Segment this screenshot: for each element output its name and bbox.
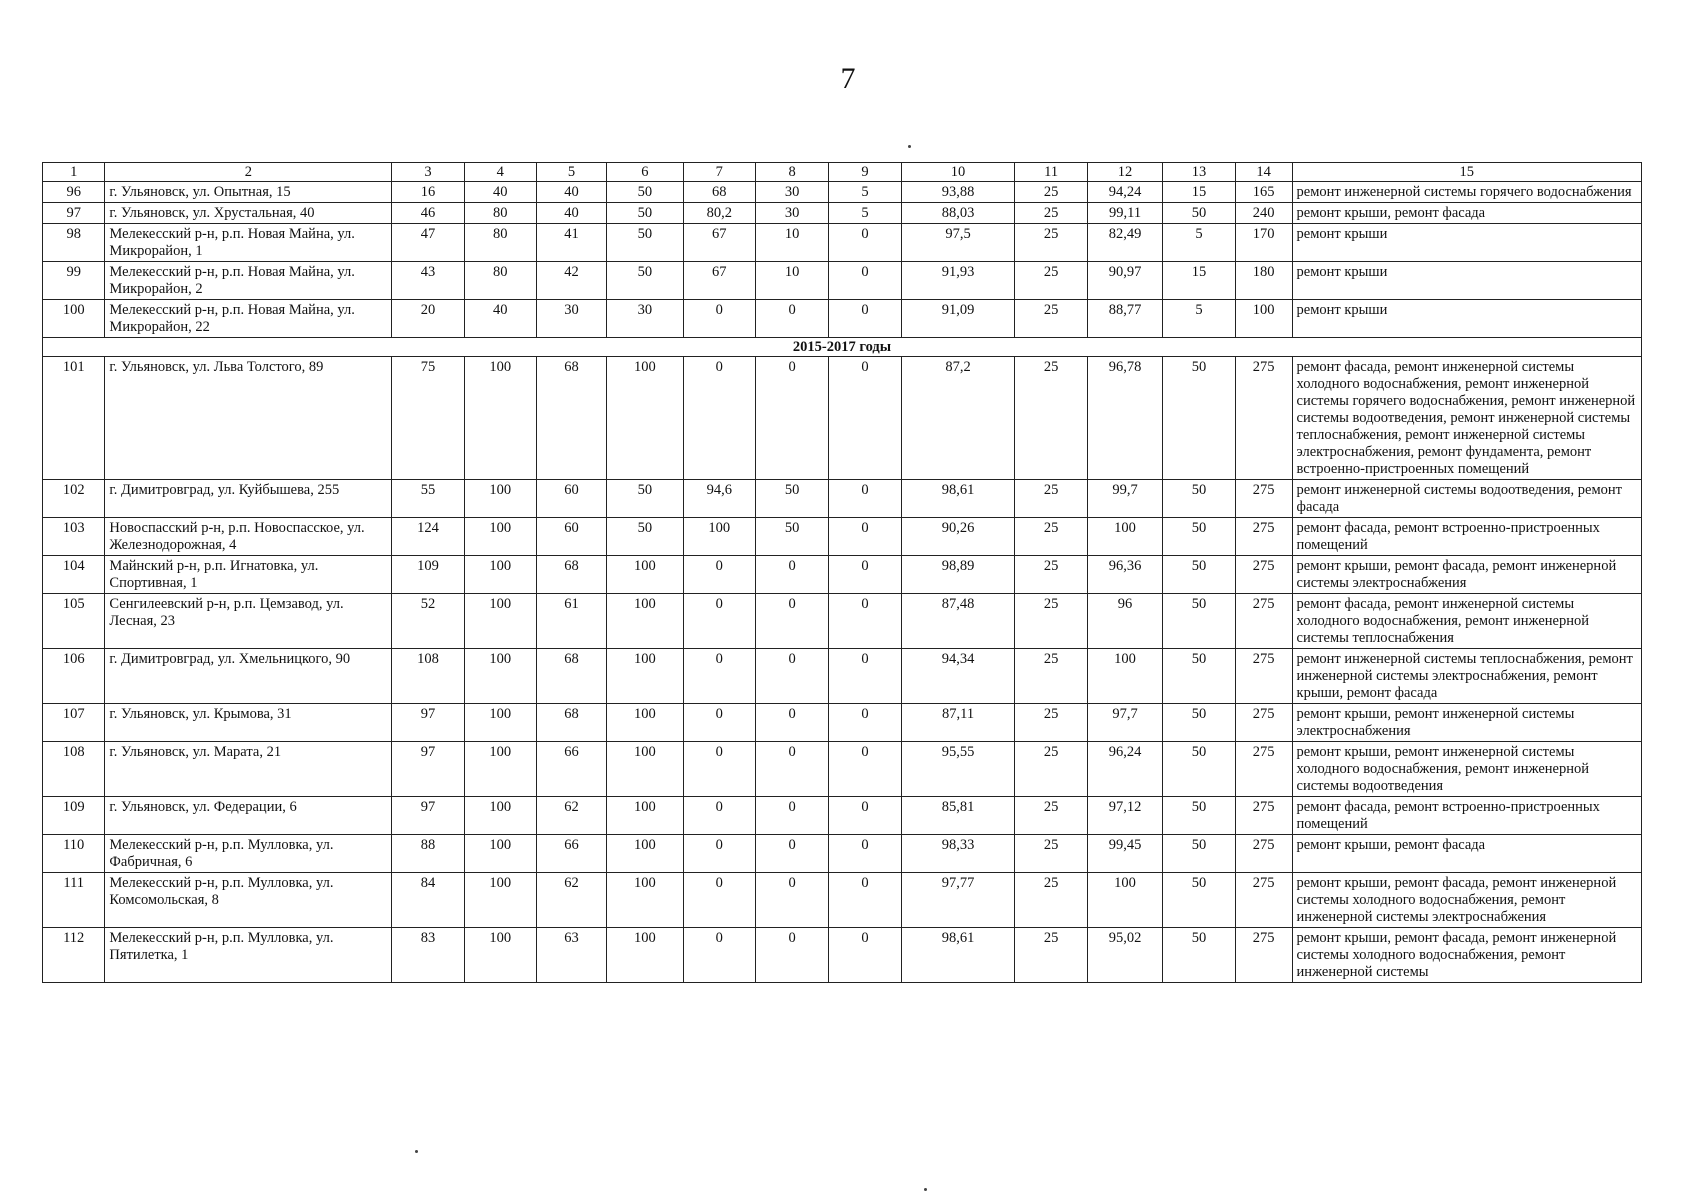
value-cell: 80 [464, 224, 536, 262]
value-cell: 275 [1235, 704, 1292, 742]
address-cell: г. Ульяновск, ул. Хрустальная, 40 [105, 203, 392, 224]
value-cell: 25 [1015, 182, 1087, 203]
value-cell: 50 [1163, 357, 1235, 480]
value-cell: 50 [1163, 480, 1235, 518]
value-cell: 30 [755, 182, 828, 203]
column-header: 11 [1015, 163, 1087, 182]
value-cell: 82,49 [1087, 224, 1163, 262]
value-cell: 0 [829, 556, 901, 594]
value-cell: 40 [536, 182, 606, 203]
row-number-cell: 107 [43, 704, 105, 742]
value-cell: 25 [1015, 357, 1087, 480]
value-cell: 0 [683, 594, 755, 649]
row-number-cell: 105 [43, 594, 105, 649]
value-cell: 0 [829, 742, 901, 797]
value-cell: 50 [755, 480, 828, 518]
value-cell: 50 [607, 480, 684, 518]
value-cell: 25 [1015, 224, 1087, 262]
value-cell: 91,93 [901, 262, 1015, 300]
value-cell: 30 [536, 300, 606, 338]
repair-program-table [42, 162, 1642, 983]
works-cell: ремонт крыши, ремонт фасада, ремонт инженерной системы холодного водоснабжения, ремонт инженерной системы [1292, 928, 1641, 983]
value-cell: 50 [1163, 556, 1235, 594]
value-cell: 25 [1015, 797, 1087, 835]
scan-speck [924, 1188, 927, 1191]
value-cell: 0 [755, 556, 828, 594]
column-header: 3 [392, 163, 464, 182]
value-cell: 0 [829, 704, 901, 742]
row-number-cell: 106 [43, 649, 105, 704]
value-cell: 50 [1163, 928, 1235, 983]
value-cell: 97 [392, 797, 464, 835]
value-cell: 100 [607, 742, 684, 797]
value-cell: 97 [392, 704, 464, 742]
column-header: 6 [607, 163, 684, 182]
value-cell: 100 [607, 704, 684, 742]
value-cell: 46 [392, 203, 464, 224]
value-cell: 108 [392, 649, 464, 704]
address-cell: г. Димитровград, ул. Куйбышева, 255 [105, 480, 392, 518]
value-cell: 10 [755, 262, 828, 300]
value-cell: 41 [536, 224, 606, 262]
value-cell: 96,24 [1087, 742, 1163, 797]
value-cell: 99,11 [1087, 203, 1163, 224]
row-number-cell: 101 [43, 357, 105, 480]
works-cell: ремонт фасада, ремонт инженерной системы холодного водоснабжения, ремонт инженерной системы горячего водоснабжения, ремонт инженерной системы водоотведения, ремонт инженерной системы теплоснабжения, ремонт инженерной системы электроснабжения, ремонт фундамента, ремонт встроенно-пристроенных помещений [1292, 357, 1641, 480]
value-cell: 124 [392, 518, 464, 556]
value-cell: 100 [607, 357, 684, 480]
value-cell: 80 [464, 203, 536, 224]
column-header: 15 [1292, 163, 1641, 182]
value-cell: 98,33 [901, 835, 1015, 873]
value-cell: 100 [464, 649, 536, 704]
value-cell: 88 [392, 835, 464, 873]
row-number-cell: 104 [43, 556, 105, 594]
value-cell: 95,02 [1087, 928, 1163, 983]
value-cell: 0 [755, 742, 828, 797]
value-cell: 100 [1087, 518, 1163, 556]
value-cell: 100 [607, 797, 684, 835]
value-cell: 25 [1015, 594, 1087, 649]
value-cell: 5 [829, 182, 901, 203]
value-cell: 0 [683, 928, 755, 983]
works-cell: ремонт крыши, ремонт инженерной системы электроснабжения [1292, 704, 1641, 742]
section-row [43, 338, 1642, 357]
value-cell: 97 [392, 742, 464, 797]
scan-speck [908, 145, 911, 148]
value-cell: 100 [1235, 300, 1292, 338]
value-cell: 68 [536, 556, 606, 594]
table-row [43, 357, 1642, 480]
scan-speck [415, 1150, 418, 1153]
value-cell: 100 [683, 518, 755, 556]
value-cell: 50 [1163, 873, 1235, 928]
table-row [43, 835, 1642, 873]
column-header: 13 [1163, 163, 1235, 182]
address-cell: г. Ульяновск, ул. Федерации, 6 [105, 797, 392, 835]
value-cell: 30 [755, 203, 828, 224]
value-cell: 62 [536, 797, 606, 835]
value-cell: 275 [1235, 357, 1292, 480]
works-cell: ремонт крыши, ремонт фасада [1292, 835, 1641, 873]
address-cell: Мелекесский р-н, р.п. Новая Майна, ул. Микрорайон, 2 [105, 262, 392, 300]
value-cell: 165 [1235, 182, 1292, 203]
value-cell: 15 [1163, 262, 1235, 300]
value-cell: 66 [536, 835, 606, 873]
row-number-cell: 102 [43, 480, 105, 518]
value-cell: 100 [464, 928, 536, 983]
value-cell: 275 [1235, 518, 1292, 556]
value-cell: 100 [464, 873, 536, 928]
value-cell: 25 [1015, 480, 1087, 518]
row-number-cell: 103 [43, 518, 105, 556]
address-cell: г. Ульяновск, ул. Марата, 21 [105, 742, 392, 797]
value-cell: 0 [755, 594, 828, 649]
column-header: 8 [755, 163, 828, 182]
value-cell: 95,55 [901, 742, 1015, 797]
column-header: 12 [1087, 163, 1163, 182]
value-cell: 0 [683, 835, 755, 873]
value-cell: 93,88 [901, 182, 1015, 203]
value-cell: 0 [755, 649, 828, 704]
value-cell: 5 [1163, 224, 1235, 262]
value-cell: 100 [464, 480, 536, 518]
page-number: 7 [840, 62, 856, 95]
value-cell: 50 [1163, 518, 1235, 556]
row-number-cell: 112 [43, 928, 105, 983]
works-cell: ремонт крыши, ремонт фасада, ремонт инженерной системы электроснабжения [1292, 556, 1641, 594]
works-cell: ремонт инженерной системы теплоснабжения, ремонт инженерной системы электроснабжения, ремонт крыши, ремонт фасада [1292, 649, 1641, 704]
value-cell: 100 [464, 704, 536, 742]
address-cell: г. Димитровград, ул. Хмельницкого, 90 [105, 649, 392, 704]
value-cell: 50 [1163, 704, 1235, 742]
value-cell: 0 [683, 742, 755, 797]
address-cell: г. Ульяновск, ул. Льва Толстого, 89 [105, 357, 392, 480]
value-cell: 83 [392, 928, 464, 983]
works-cell: ремонт крыши [1292, 300, 1641, 338]
value-cell: 50 [755, 518, 828, 556]
table-row [43, 224, 1642, 262]
value-cell: 0 [829, 357, 901, 480]
works-cell: ремонт крыши, ремонт фасада [1292, 203, 1641, 224]
column-header: 5 [536, 163, 606, 182]
value-cell: 0 [829, 224, 901, 262]
value-cell: 25 [1015, 262, 1087, 300]
value-cell: 68 [536, 649, 606, 704]
value-cell: 97,5 [901, 224, 1015, 262]
value-cell: 275 [1235, 928, 1292, 983]
value-cell: 25 [1015, 203, 1087, 224]
address-cell: Мелекесский р-н, р.п. Мулловка, ул. Комсомольская, 8 [105, 873, 392, 928]
value-cell: 50 [1163, 797, 1235, 835]
column-number-row [43, 163, 1642, 182]
value-cell: 100 [607, 594, 684, 649]
row-number-cell: 99 [43, 262, 105, 300]
value-cell: 100 [464, 797, 536, 835]
value-cell: 80 [464, 262, 536, 300]
value-cell: 0 [755, 873, 828, 928]
value-cell: 100 [1087, 873, 1163, 928]
value-cell: 50 [607, 182, 684, 203]
value-cell: 5 [1163, 300, 1235, 338]
value-cell: 75 [392, 357, 464, 480]
value-cell: 96 [1087, 594, 1163, 649]
address-cell: г. Ульяновск, ул. Опытная, 15 [105, 182, 392, 203]
address-cell: Майнский р-н, р.п. Игнатовка, ул. Спортивная, 1 [105, 556, 392, 594]
table-row [43, 928, 1642, 983]
value-cell: 68 [536, 704, 606, 742]
value-cell: 0 [829, 480, 901, 518]
row-number-cell: 109 [43, 797, 105, 835]
value-cell: 25 [1015, 742, 1087, 797]
value-cell: 275 [1235, 594, 1292, 649]
value-cell: 109 [392, 556, 464, 594]
table-row [43, 797, 1642, 835]
value-cell: 88,77 [1087, 300, 1163, 338]
value-cell: 5 [829, 203, 901, 224]
value-cell: 0 [683, 556, 755, 594]
value-cell: 100 [1087, 649, 1163, 704]
value-cell: 0 [683, 704, 755, 742]
value-cell: 16 [392, 182, 464, 203]
works-cell: ремонт крыши, ремонт инженерной системы холодного водоснабжения, ремонт инженерной системы водоотведения [1292, 742, 1641, 797]
value-cell: 62 [536, 873, 606, 928]
value-cell: 100 [607, 556, 684, 594]
table-row [43, 262, 1642, 300]
address-cell: Мелекесский р-н, р.п. Новая Майна, ул. Микрорайон, 22 [105, 300, 392, 338]
table-header [43, 163, 1642, 182]
value-cell: 0 [683, 357, 755, 480]
value-cell: 87,2 [901, 357, 1015, 480]
table-row [43, 594, 1642, 649]
works-cell: ремонт фасада, ремонт встроенно-пристроенных помещений [1292, 518, 1641, 556]
value-cell: 50 [607, 518, 684, 556]
value-cell: 42 [536, 262, 606, 300]
value-cell: 275 [1235, 480, 1292, 518]
value-cell: 25 [1015, 556, 1087, 594]
table-row [43, 182, 1642, 203]
value-cell: 0 [829, 928, 901, 983]
works-cell: ремонт крыши, ремонт фасада, ремонт инженерной системы холодного водоснабжения, ремонт инженерной системы электроснабжения [1292, 873, 1641, 928]
value-cell: 67 [683, 262, 755, 300]
value-cell: 91,09 [901, 300, 1015, 338]
value-cell: 100 [464, 518, 536, 556]
value-cell: 50 [607, 203, 684, 224]
value-cell: 67 [683, 224, 755, 262]
value-cell: 275 [1235, 742, 1292, 797]
value-cell: 0 [829, 649, 901, 704]
value-cell: 99,45 [1087, 835, 1163, 873]
value-cell: 94,24 [1087, 182, 1163, 203]
value-cell: 94,6 [683, 480, 755, 518]
value-cell: 275 [1235, 797, 1292, 835]
value-cell: 63 [536, 928, 606, 983]
value-cell: 100 [464, 357, 536, 480]
value-cell: 0 [683, 797, 755, 835]
value-cell: 97,77 [901, 873, 1015, 928]
column-header: 1 [43, 163, 105, 182]
value-cell: 275 [1235, 873, 1292, 928]
value-cell: 170 [1235, 224, 1292, 262]
value-cell: 50 [1163, 649, 1235, 704]
value-cell: 85,81 [901, 797, 1015, 835]
value-cell: 0 [829, 835, 901, 873]
value-cell: 47 [392, 224, 464, 262]
table-row [43, 518, 1642, 556]
value-cell: 68 [536, 357, 606, 480]
row-number-cell: 111 [43, 873, 105, 928]
value-cell: 100 [607, 649, 684, 704]
value-cell: 0 [829, 873, 901, 928]
value-cell: 98,61 [901, 480, 1015, 518]
value-cell: 25 [1015, 873, 1087, 928]
value-cell: 25 [1015, 928, 1087, 983]
works-cell: ремонт фасада, ремонт встроенно-пристроенных помещений [1292, 797, 1641, 835]
column-header: 4 [464, 163, 536, 182]
value-cell: 25 [1015, 300, 1087, 338]
works-cell: ремонт инженерной системы горячего водоснабжения [1292, 182, 1641, 203]
value-cell: 40 [536, 203, 606, 224]
row-number-cell: 100 [43, 300, 105, 338]
value-cell: 10 [755, 224, 828, 262]
value-cell: 25 [1015, 649, 1087, 704]
value-cell: 87,48 [901, 594, 1015, 649]
value-cell: 15 [1163, 182, 1235, 203]
row-number-cell: 110 [43, 835, 105, 873]
value-cell: 84 [392, 873, 464, 928]
value-cell: 0 [683, 649, 755, 704]
table-row [43, 649, 1642, 704]
value-cell: 0 [683, 300, 755, 338]
address-cell: Мелекесский р-н, р.п. Мулловка, ул. Фабричная, 6 [105, 835, 392, 873]
address-cell: Мелекесский р-н, р.п. Новая Майна, ул. Микрорайон, 1 [105, 224, 392, 262]
table-row [43, 480, 1642, 518]
value-cell: 61 [536, 594, 606, 649]
value-cell: 98,61 [901, 928, 1015, 983]
value-cell: 50 [1163, 203, 1235, 224]
value-cell: 0 [829, 518, 901, 556]
value-cell: 55 [392, 480, 464, 518]
value-cell: 96,78 [1087, 357, 1163, 480]
table-body [43, 182, 1642, 983]
value-cell: 0 [755, 797, 828, 835]
value-cell: 50 [607, 224, 684, 262]
works-cell: ремонт инженерной системы водоотведения, ремонт фасада [1292, 480, 1641, 518]
row-number-cell: 97 [43, 203, 105, 224]
row-number-cell: 98 [43, 224, 105, 262]
value-cell: 100 [464, 835, 536, 873]
column-header: 2 [105, 163, 392, 182]
value-cell: 0 [683, 873, 755, 928]
value-cell: 68 [683, 182, 755, 203]
value-cell: 50 [607, 262, 684, 300]
value-cell: 0 [829, 262, 901, 300]
value-cell: 99,7 [1087, 480, 1163, 518]
value-cell: 50 [1163, 835, 1235, 873]
value-cell: 43 [392, 262, 464, 300]
address-cell: г. Ульяновск, ул. Крымова, 31 [105, 704, 392, 742]
value-cell: 25 [1015, 704, 1087, 742]
value-cell: 275 [1235, 556, 1292, 594]
value-cell: 87,11 [901, 704, 1015, 742]
value-cell: 240 [1235, 203, 1292, 224]
column-header: 9 [829, 163, 901, 182]
works-cell: ремонт крыши [1292, 262, 1641, 300]
value-cell: 96,36 [1087, 556, 1163, 594]
value-cell: 25 [1015, 835, 1087, 873]
value-cell: 0 [829, 797, 901, 835]
value-cell: 100 [464, 742, 536, 797]
value-cell: 88,03 [901, 203, 1015, 224]
table-row [43, 556, 1642, 594]
value-cell: 180 [1235, 262, 1292, 300]
value-cell: 25 [1015, 518, 1087, 556]
value-cell: 60 [536, 518, 606, 556]
address-cell: Мелекесский р-н, р.п. Мулловка, ул. Пятилетка, 1 [105, 928, 392, 983]
section-title: 2015-2017 годы [43, 338, 1642, 357]
value-cell: 0 [829, 594, 901, 649]
value-cell: 100 [464, 556, 536, 594]
column-header: 10 [901, 163, 1015, 182]
table-row [43, 704, 1642, 742]
value-cell: 97,12 [1087, 797, 1163, 835]
value-cell: 50 [1163, 742, 1235, 797]
column-header: 14 [1235, 163, 1292, 182]
works-cell: ремонт фасада, ремонт инженерной системы холодного водоснабжения, ремонт инженерной системы теплоснабжения [1292, 594, 1641, 649]
column-header: 7 [683, 163, 755, 182]
value-cell: 30 [607, 300, 684, 338]
value-cell: 40 [464, 300, 536, 338]
value-cell: 0 [755, 300, 828, 338]
value-cell: 97,7 [1087, 704, 1163, 742]
row-number-cell: 96 [43, 182, 105, 203]
value-cell: 0 [755, 835, 828, 873]
value-cell: 20 [392, 300, 464, 338]
address-cell: Новоспасский р-н, р.п. Новоспасское, ул. Железнодорожная, 4 [105, 518, 392, 556]
works-cell: ремонт крыши [1292, 224, 1641, 262]
value-cell: 100 [607, 835, 684, 873]
value-cell: 100 [607, 928, 684, 983]
table-row [43, 742, 1642, 797]
value-cell: 0 [755, 928, 828, 983]
value-cell: 90,26 [901, 518, 1015, 556]
value-cell: 60 [536, 480, 606, 518]
value-cell: 0 [755, 357, 828, 480]
value-cell: 66 [536, 742, 606, 797]
value-cell: 40 [464, 182, 536, 203]
table-row [43, 203, 1642, 224]
table-row [43, 300, 1642, 338]
value-cell: 98,89 [901, 556, 1015, 594]
value-cell: 0 [829, 300, 901, 338]
value-cell: 275 [1235, 835, 1292, 873]
value-cell: 80,2 [683, 203, 755, 224]
value-cell: 100 [464, 594, 536, 649]
table-row [43, 873, 1642, 928]
value-cell: 100 [607, 873, 684, 928]
value-cell: 90,97 [1087, 262, 1163, 300]
address-cell: Сенгилеевский р-н, р.п. Цемзавод, ул. Лесная, 23 [105, 594, 392, 649]
value-cell: 275 [1235, 649, 1292, 704]
value-cell: 0 [755, 704, 828, 742]
value-cell: 94,34 [901, 649, 1015, 704]
value-cell: 52 [392, 594, 464, 649]
row-number-cell: 108 [43, 742, 105, 797]
value-cell: 50 [1163, 594, 1235, 649]
